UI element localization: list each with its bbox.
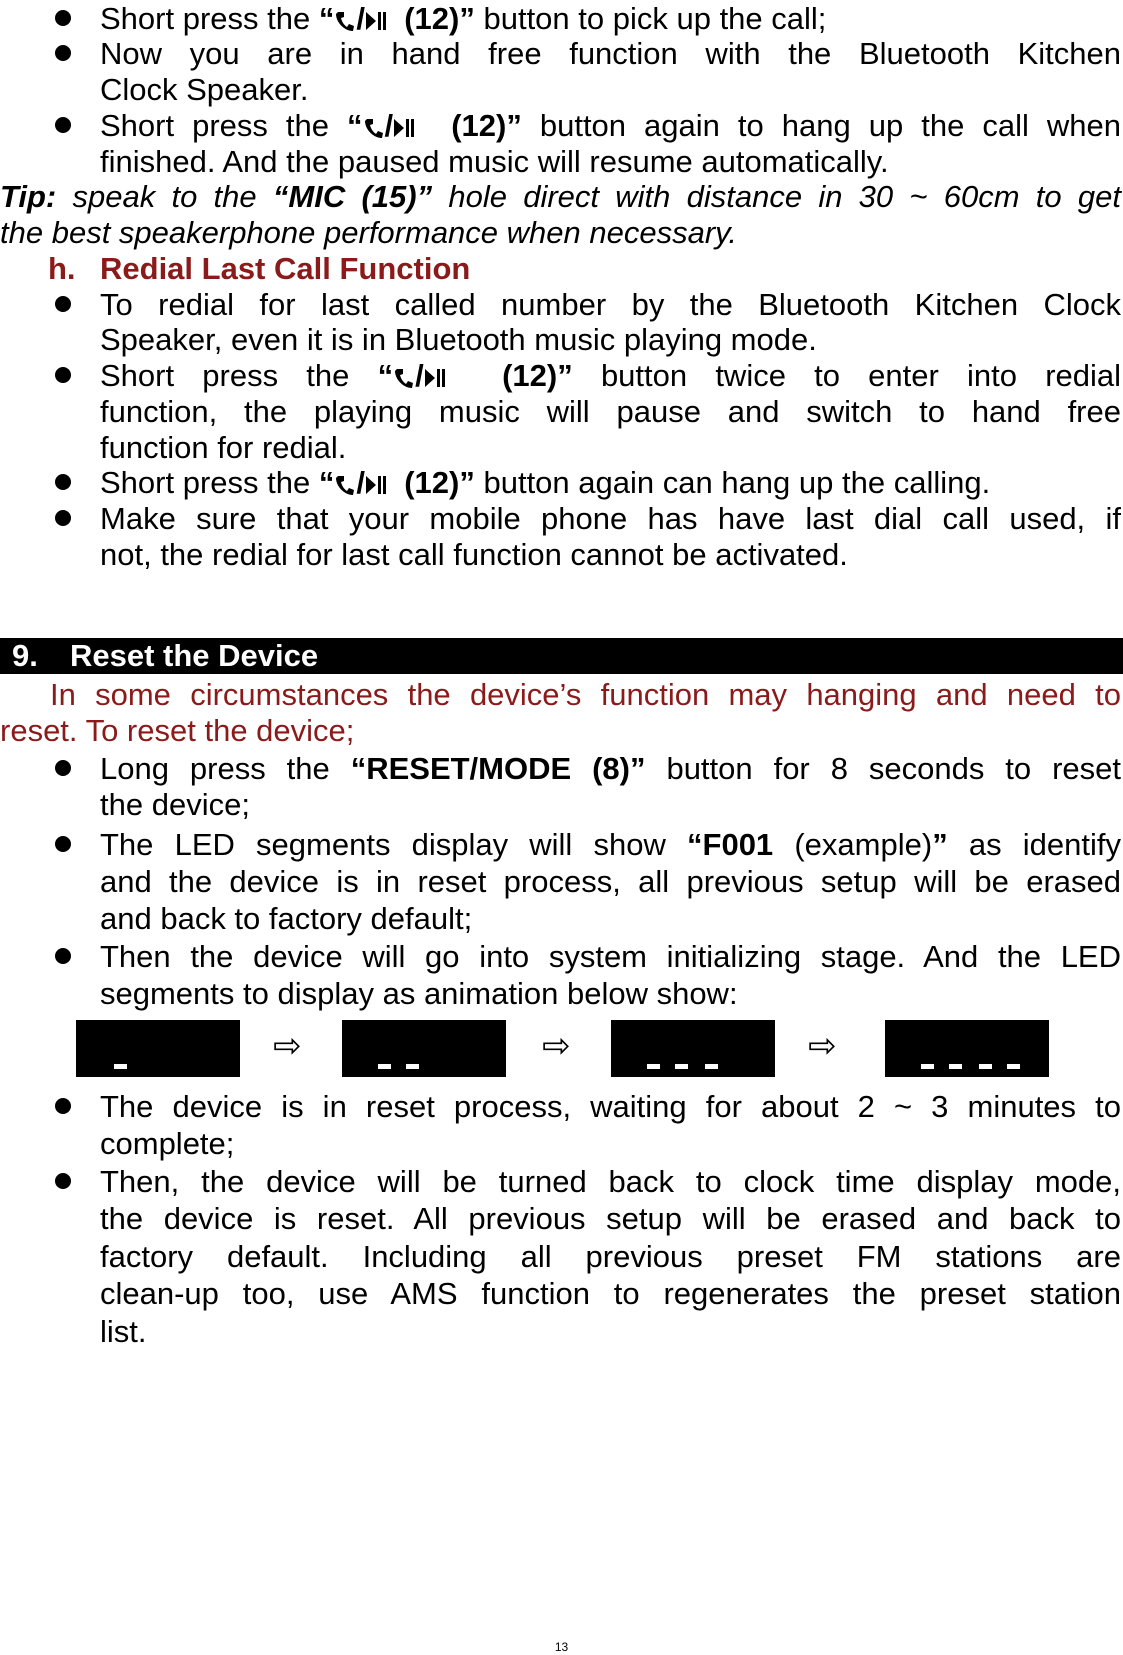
play-pause-icon	[424, 366, 446, 390]
text-line: function for redial.	[100, 430, 347, 465]
bullet-icon	[55, 1098, 71, 1114]
led-segment	[406, 1064, 419, 1069]
text-line: function, the playing music will pause and switch to hand free	[100, 394, 1121, 429]
bullet-icon	[55, 10, 71, 26]
text-line: the device;	[100, 787, 250, 822]
arrow-icon: ⇨	[542, 1026, 571, 1066]
text-line: factory default. Including all previous preset FM stations are	[100, 1239, 1121, 1274]
text-line: the best speakerphone performance when necessary.	[0, 215, 737, 250]
page-number: 13	[554, 1640, 569, 1654]
intro-line: reset. To reset the device;	[0, 713, 355, 748]
phone-icon	[393, 366, 415, 390]
led-segment	[378, 1064, 391, 1069]
led-display-2	[342, 1020, 506, 1077]
text-line: segments to display as animation below show:	[100, 976, 738, 1011]
led-segment	[647, 1064, 660, 1069]
play-pause-icon	[365, 9, 387, 33]
text-line: complete;	[100, 1126, 235, 1161]
text-line: Speaker, even it is in Bluetooth music playing mode.	[100, 322, 817, 357]
bullet-icon	[55, 510, 71, 526]
led-segment	[1007, 1064, 1020, 1069]
text-line: and the device is in reset process, all previous setup will be erased	[100, 864, 1121, 899]
phone-icon	[334, 473, 356, 497]
led-segment	[921, 1064, 934, 1069]
led-segment	[705, 1064, 718, 1069]
bullet-icon	[55, 296, 71, 312]
play-pause-icon	[365, 473, 387, 497]
arrow-icon: ⇨	[273, 1026, 302, 1066]
led-segment	[114, 1064, 127, 1069]
text-line: not, the redial for last call function cannot be activated.	[100, 537, 848, 572]
led-segment	[979, 1064, 992, 1069]
led-segment	[675, 1064, 688, 1069]
bullet-icon	[55, 367, 71, 383]
text-line: Clock Speaker.	[100, 72, 309, 107]
arrow-icon: ⇨	[808, 1026, 837, 1066]
bullet-icon	[55, 117, 71, 133]
led-display-1	[76, 1020, 240, 1077]
text-line: finished. And the paused music will resume automatically.	[100, 144, 889, 179]
bullet-icon	[55, 474, 71, 490]
text-line: and back to factory default;	[100, 901, 473, 936]
bullet-icon	[55, 836, 71, 852]
text-line: list.	[100, 1314, 147, 1349]
manual-page: Short press the “ / (12)” button to pick up the call; Now you are in hand free function with the Bluetooth Kitchen Clock Speaker. Short press the “ / (12)” button again to hang up the call when finished. And the paused music will resume automatically. Tip: speak to the “MIC (15)” hole direct with distance in 30 ~ 60cm to get the best speakerphone performance when necessary. h. Redial Last Call Function To redial for last called number by the Bluetooth Kitchen Clock Speaker, even it is in Bluetooth music playing mode. Short press the “ / (12)” button twice to enter into redial function, the playing music will pause and switch to hand free function for redial. Short press the “ / (12)” button again can hang up the calling. Make sure that your mobile phone has have last dial call used, if not, the redial for last call function cannot be activated. 9. Reset the Device In some circumstances the device’s function may hanging and need to reset. To reset the device; Long press the “RESET/MODE (8)” button for 8 seconds to reset the device; The LED segments display will show “F001 (example)” as identify and the device is in reset process, all previous setup will be erased and back to factory default; Then the device will go into system initializing stage. And the LED segments to display as animation below show: ⇨ ⇨ ⇨ The device is in reset process, waiting for about 2 ~ 3 minutes to complete; Then, the device will be turned back to clock time display mode, the device is reset. All previous setup will be erased and back to factory default. Including all previous preset FM stations are clean-up too, use AMS function to regenerates the preset station list. 13	[0, 1, 1122, 1654]
phone-icon	[363, 116, 385, 140]
led-segment	[949, 1064, 962, 1069]
bullet-icon	[55, 760, 71, 776]
play-pause-icon	[393, 116, 415, 140]
section-heading: 9. Reset the Device	[0, 638, 1123, 674]
led-display-4	[885, 1020, 1049, 1077]
bullet-icon	[55, 1173, 71, 1189]
bullet-icon	[55, 45, 71, 61]
text-line: clean-up too, use AMS function to regenerates the preset station	[100, 1276, 1121, 1311]
phone-icon	[334, 9, 356, 33]
led-display-3	[611, 1020, 775, 1077]
bullet-icon	[55, 948, 71, 964]
text-line: the device is reset. All previous setup will be erased and back to	[100, 1201, 1121, 1236]
